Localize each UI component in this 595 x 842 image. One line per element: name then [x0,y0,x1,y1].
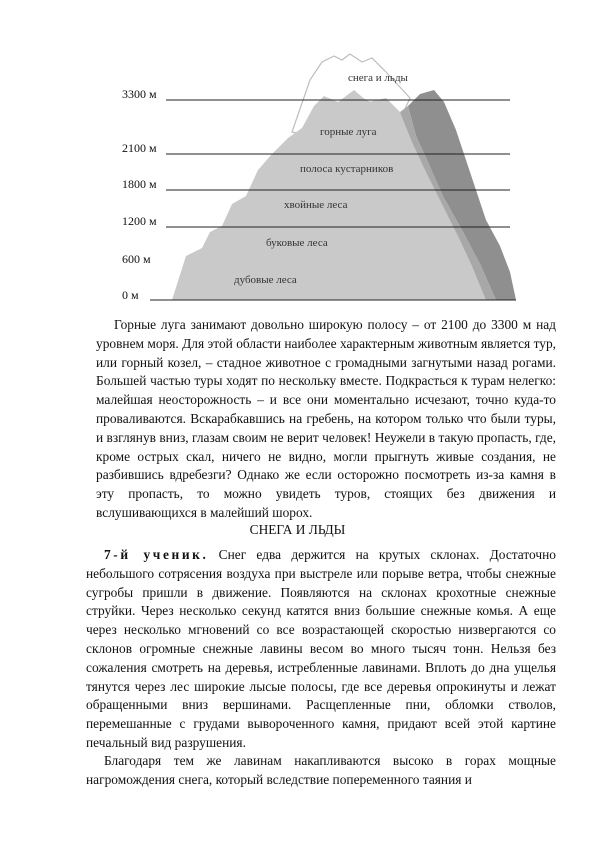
altitude-label-1200: 1200 м [122,214,157,228]
section-heading: СНЕГА И ЛЬДЫ [249,522,346,537]
altitude-label-600: 600 м [122,252,151,266]
zone-label-meadows: горные луга [320,126,377,138]
paragraph-avalanches [86,546,556,753]
paragraph-snow-accumulation: Благодаря тем же лавинам накапливаются высоко в горах мощные нагромождения снега, который вследствие попеременного таяния и [86,753,556,787]
altitude-label-2100: 2100 м [122,141,157,155]
speaker-label: 7-й ученик. [104,547,209,562]
altitude-label-0: 0 м [122,288,139,302]
zone-label-snow: снега и льды [348,72,408,84]
paragraph-meadows: Горные луга занимают довольно широкую полосу – от 2100 до 3300 м над уровнем моря. Для этой области наиболее характерным животным является тур, или горный козел, – стадное животное с громадными загнутыми назад рогами. Большей частью туры ходят по нескольку вместе. Подкрасться к турам нелегко: малейшая неосторожность – и все они моментально исчезают, точно куда-то проваливаются. Вскарабкавшись на гребень, на котором только что были туры, и взглянув вниз, глазам своим не верит человек! Неужели в такую пропасть, где, кроме острых скал, ничего не видно, могли прыгнуть живые создания, не разбившись вдребезги? Однако же если осторожно посмотреть из-за камня в эту пропасть, то можно увидеть туров, стоящих без движения и вслушивающихся в малейший шорох. [96,317,556,520]
altitude-label-1800: 1800 м [122,177,157,191]
zone-label-shrubs: полоса кустарников [300,163,394,175]
altitude-label-3300: 3300 м [122,87,157,101]
mountain-zones-diagram [110,50,520,308]
zone-label-oak: дубовые леса [234,274,297,286]
zone-label-conifers: хвойные леса [284,199,348,211]
zone-label-beech: буковые леса [266,237,328,249]
mountain-graphic [110,50,520,308]
paragraph-avalanches-text: Снег едва держится на крутых склонах. Достаточно небольшого сотрясения воздуха при выстреле или порыве ветра, чтобы снежные сугробы пришли в движение. Появляются на склонах крохотные снежные струйки. Через несколько секунд катятся вниз большие снежные комья. А еще через несколько мгновений со все возрастающей скоростью низвергаются со склонов огромные снежные лавины весом во много тысяч тонн. Нельзя без сожаления смотреть на деревья, истребленные лавинами. Вплоть до дна ущелья тянутся через лес широкие лысые полосы, где все деревья опрокинуты и лежат обращенными вниз вершинами. Расщепленные пни, обломки стволов, перемешанные с грудами вывороченного камня, придают всей этой картине печальный вид разрушения. [86,547,556,750]
